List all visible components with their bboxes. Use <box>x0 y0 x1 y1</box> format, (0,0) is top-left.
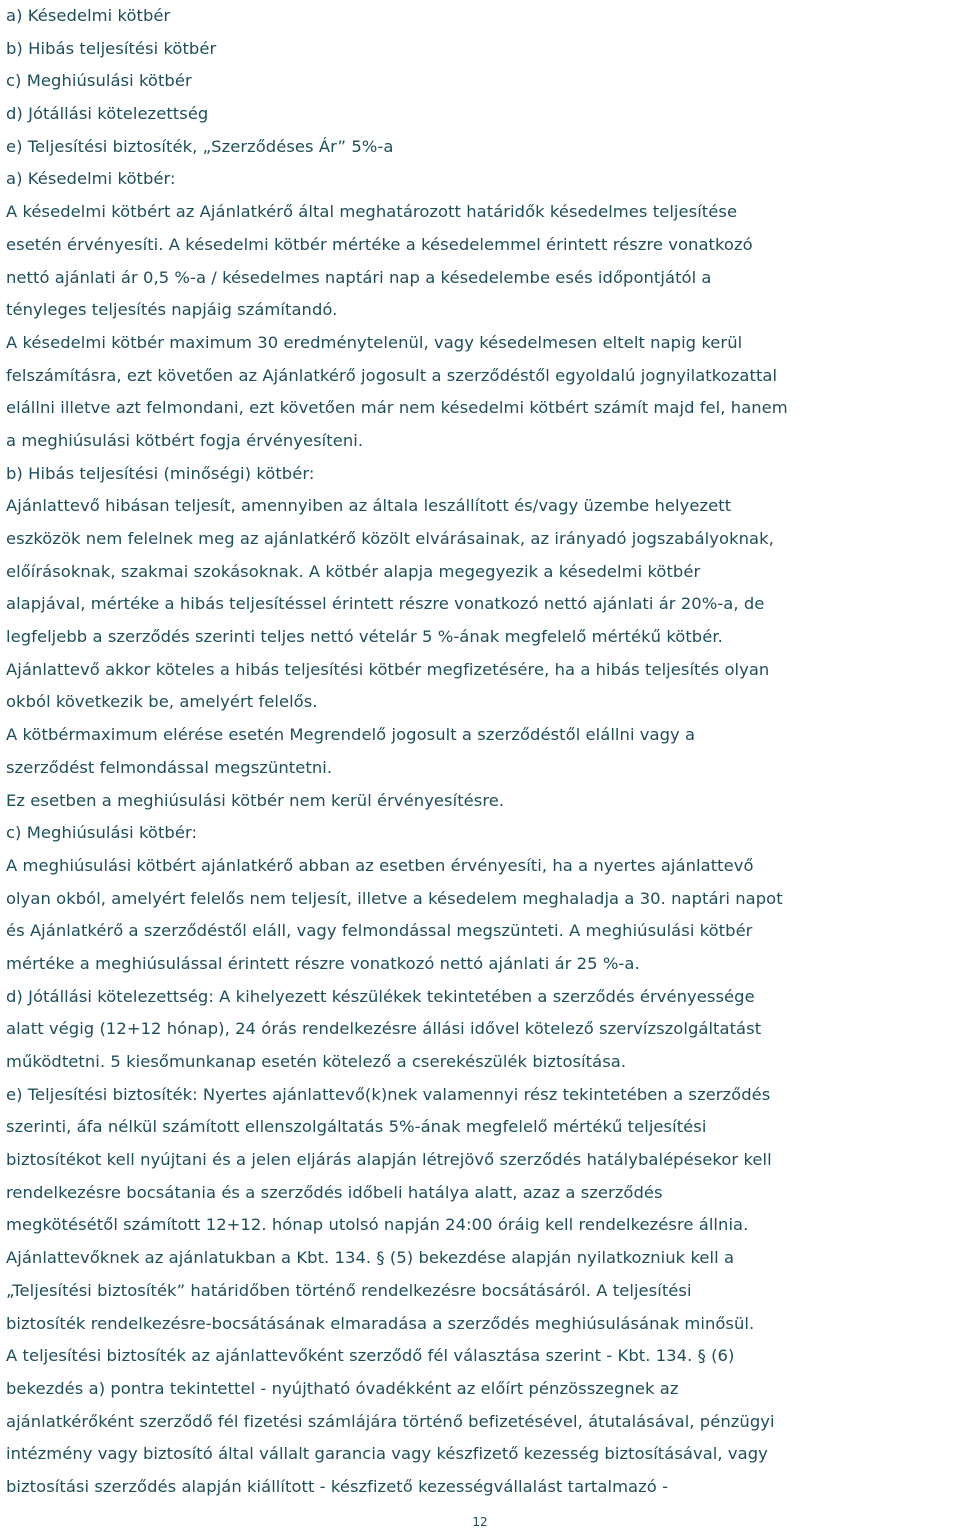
text-line: c) Meghiúsulási kötbér <box>6 71 192 91</box>
text-line: A késedelmi kötbér maximum 30 eredménytelenül, vagy késedelmesen eltelt napig kerül <box>6 332 743 352</box>
text-line: ajánlatkérőként szerződő fél fizetési számlájára történő befizetésével, átutalásával, pénzügyi <box>6 1411 775 1431</box>
text-line: e) Teljesítési biztosíték: Nyertes ajánlattevő(k)nek valamennyi rész tekintetében a szerződés <box>6 1084 771 1104</box>
text-line: b) Hibás teljesítési kötbér <box>6 38 217 58</box>
text-line: nettó ajánlati ár 0,5 %-a / késedelmes naptári nap a késedelembe esés időpontjától a <box>6 267 712 287</box>
text-line: biztosíték rendelkezésre-bocsátásának elmaradása a szerződés meghiúsulásának minősül. <box>6 1313 755 1333</box>
text-line: Ez esetben a meghiúsulási kötbér nem kerül érvényesítésre. <box>6 790 505 810</box>
text-line: e) Teljesítési biztosíték, „Szerződéses Ár” 5%-a <box>6 136 394 156</box>
text-line: A teljesítési biztosíték az ajánlattevőként szerződő fél választása szerint - Kbt. 134. § (6) <box>6 1346 735 1366</box>
text-line: okból következik be, amelyért felelős. <box>6 692 318 712</box>
text-line: a meghiúsulási kötbért fogja érvényesíteni. <box>6 430 364 450</box>
text-line: és Ajánlatkérő a szerződéstől eláll, vagy felmondással megszünteti. A meghiúsulási kötbér <box>6 921 753 941</box>
page-number: 12 <box>472 1515 488 1529</box>
text-line: szerződést felmondással megszüntetni. <box>6 757 333 777</box>
text-line: felszámításra, ezt követően az Ajánlatkérő jogosult a szerződéstől egyoldalú jognyilatkozattal <box>6 365 778 385</box>
text-line: „Teljesítési biztosíték” határidőben történő rendelkezésre bocsátásáról. A teljesítési <box>6 1280 692 1300</box>
text-line: előírásoknak, szakmai szokásoknak. A kötbér alapja megegyezik a késedelmi kötbér <box>6 561 701 581</box>
text-line: A kötbérmaximum elérése esetén Megrendelő jogosult a szerződéstől elállni vagy a <box>6 725 696 745</box>
text-line: intézmény vagy biztosító által vállalt garancia vagy készfizető kezesség biztosításával, vagy <box>6 1444 768 1464</box>
text-line: alatt végig (12+12 hónap), 24 órás rendelkezésre állási idővel kötelező szervízszolgáltatást <box>6 1019 762 1039</box>
text-line: d) Jótállási kötelezettség <box>6 104 209 124</box>
text-line: biztosítási szerződés alapján kiállított - készfizető kezességvállalást tartalmazó - <box>6 1476 669 1496</box>
text-line: d) Jótállási kötelezettség: A kihelyezett készülékek tekintetében a szerződés érvényessége <box>6 986 755 1006</box>
text-line: rendelkezésre bocsátania és a szerződés időbeli hatálya alatt, azaz a szerződés <box>6 1182 663 1202</box>
text-line: alapjával, mértéke a hibás teljesítéssel érintett részre vonatkozó nettó ajánlati ár 20%-a, de <box>6 594 765 614</box>
text-line: a) Késedelmi kötbér: <box>6 169 176 189</box>
text-line: c) Meghiúsulási kötbér: <box>6 823 198 843</box>
text-line: megkötésétől számított 12+12. hónap utolsó napján 24:00 óráig kell rendelkezésre állnia. <box>6 1215 749 1235</box>
text-line: bekezdés a) pontra tekintettel - nyújtható óvadékként az előírt pénzösszegnek az <box>6 1378 679 1398</box>
text-line: A késedelmi kötbért az Ajánlatkérő által meghatározott határidők késedelmes teljesítése <box>6 202 738 222</box>
text-line: elállni illetve azt felmondani, ezt követően már nem késedelmi kötbért számít majd fel, hanem <box>6 398 788 418</box>
text-line: működtetni. 5 kiesőmunkanap esetén kötelező a cserekészülék biztosítása. <box>6 1052 627 1071</box>
text-line: olyan okból, amelyért felelős nem teljesít, illetve a késedelem meghaladja a 30. naptári napot <box>6 888 783 908</box>
text-line: esetén érvényesíti. A késedelmi kötbér mértéke a késedelemmel érintett részre vonatkozó <box>6 234 753 254</box>
document-body <box>6 0 958 1504</box>
text-line: legfeljebb a szerződés szerinti teljes nettó vételár 5 %-ának megfelelő mértékű kötbér. <box>6 627 723 647</box>
text-line: Ajánlattevő hibásan teljesít, amennyiben az általa leszállított és/vagy üzembe helyezett <box>6 496 732 516</box>
text-line: biztosítékot kell nyújtani és a jelen eljárás alapján létrejövő szerződés hatálybalépésekor kell <box>6 1150 772 1170</box>
text-line: Ajánlattevő akkor köteles a hibás teljesítési kötbér megfizetésére, ha a hibás teljesítés olyan <box>6 659 770 679</box>
text-line: a) Késedelmi kötbér <box>6 6 171 25</box>
text-line: b) Hibás teljesítési (minőségi) kötbér: <box>6 463 315 483</box>
text-line: Ajánlattevőknek az ajánlatukban a Kbt. 134. § (5) bekezdése alapján nyilatkozniuk kell a <box>6 1248 735 1268</box>
text-line: tényleges teljesítés napjáig számítandó. <box>6 300 338 320</box>
text-line: mértéke a meghiúsulással érintett részre vonatkozó nettó ajánlati ár 25 %-a. <box>6 953 640 973</box>
text-line: A meghiúsulási kötbért ajánlatkérő abban az esetben érvényesíti, ha a nyertes ajánlattevő <box>6 855 754 875</box>
text-line: szerinti, áfa nélkül számított ellenszolgáltatás 5%-ának megfelelő mértékű teljesítési <box>6 1117 707 1137</box>
text-line: eszközök nem felelnek meg az ajánlatkérő közölt elvárásainak, az irányadó jogszabályoknak, <box>6 529 774 548</box>
